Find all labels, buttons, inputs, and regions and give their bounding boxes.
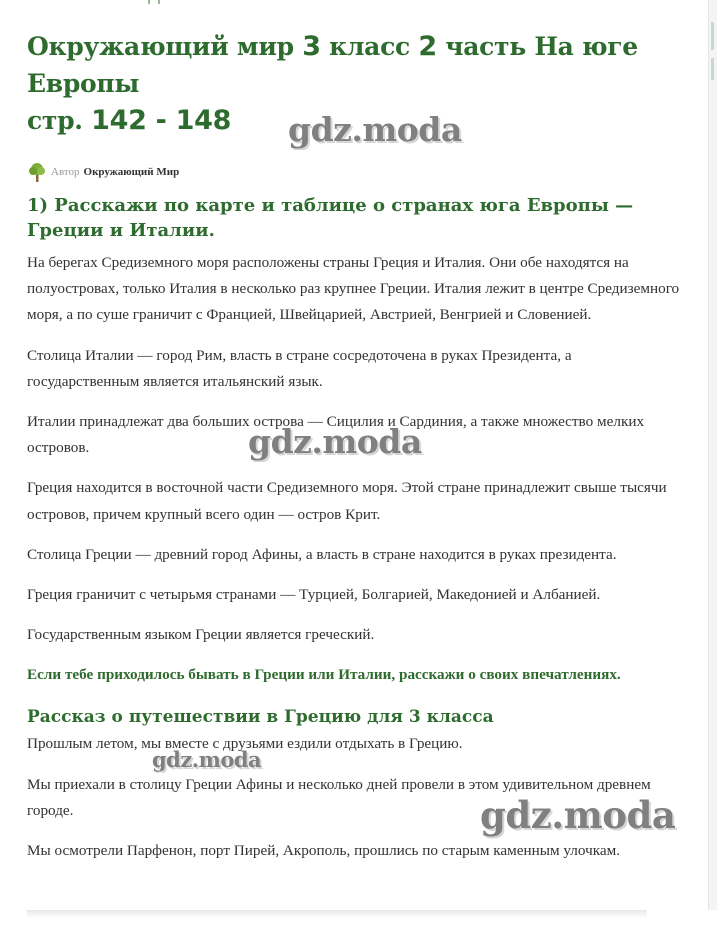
paragraph: Столица Греции — древний город Афины, а власть в стране находится в руках президента. [27, 545, 617, 563]
title-pages-range: 142 - 148 [91, 105, 232, 136]
title-part-3: часть На юге Европы [27, 32, 638, 98]
title-part-1: Окружающий мир [27, 32, 303, 61]
watermark: gdz.moda [152, 747, 262, 772]
right-edge-fragment [711, 22, 714, 50]
top-strip-marker [148, 0, 160, 4]
author-label: Автор [51, 166, 80, 178]
paragraph: Столица Италии — город Рим, власть в стране сосредоточена в руках Президента, а государственным является итальянский язык. [27, 346, 572, 390]
paragraph: Италии принадлежат два больших острова — Сицилия и Сардиния, а также множество мелких островов. [27, 413, 645, 457]
page-title [27, 28, 687, 139]
title-grade-number: 3 [302, 31, 321, 62]
title-part-number: 2 [418, 31, 437, 62]
tree-icon [27, 161, 47, 183]
paragraph: Мы приехали в столицу Греции Афины и несколько дней провели в этом удивительном древнем городе. [27, 775, 651, 819]
top-strip [0, 0, 717, 6]
paragraph: Государственным языком Греции является греческий. [27, 626, 375, 644]
title-part-2: класс [320, 32, 419, 61]
bottom-cutoff [0, 910, 717, 952]
watermark: gdz.moda [248, 422, 422, 461]
watermark: gdz.moda [288, 110, 462, 149]
paragraph: Мы осмотрели Парфенон, порт Пирей, Акрополь, прошлись по старым каменным улочкам. [27, 842, 621, 860]
author-link[interactable]: Окружающий Мир [83, 166, 180, 178]
paragraph: Греция граничит с четырьмя странами — Турцией, Болгарией, Македонией и Албанией. [27, 586, 601, 604]
right-edge-scroll-area [708, 0, 717, 952]
section-2-heading: Рассказ о путешествии в Грецию для 3 класса [27, 707, 494, 728]
paragraph: Прошлым летом, мы вместе с друзьями ездили отдыхать в Грецию. [27, 735, 463, 753]
section-1-heading: 1) Расскажи по карте и таблице о странах юга Европы — Греции и Италии. [27, 195, 634, 241]
author-row [27, 159, 687, 185]
right-edge-fragment [711, 58, 714, 80]
article [27, 28, 687, 864]
title-pages-prefix: стр. [27, 106, 92, 135]
cut-off-line [27, 910, 647, 918]
paragraph: Греция находится в восточной части Средиземного моря. Этой стране принадлежит свыше тысячи островов, причем крупный всего один — остров Крит. [27, 479, 667, 523]
paragraph: На берегах Средиземного моря расположены страны Греция и Италия. Они обе находятся на полуостровах, только Италия в несколько раз крупнее Греции. Италия лежит в центре Средиземного моря, а по суше граничит с Францией, Швейцарией, Австрией, Венгрией и Словенией. [27, 254, 680, 324]
task-prompt: Если тебе приходилось бывать в Греции или Италии, расскажи о своих впечатлениях. [27, 666, 621, 684]
watermark: gdz.moda [480, 793, 676, 837]
